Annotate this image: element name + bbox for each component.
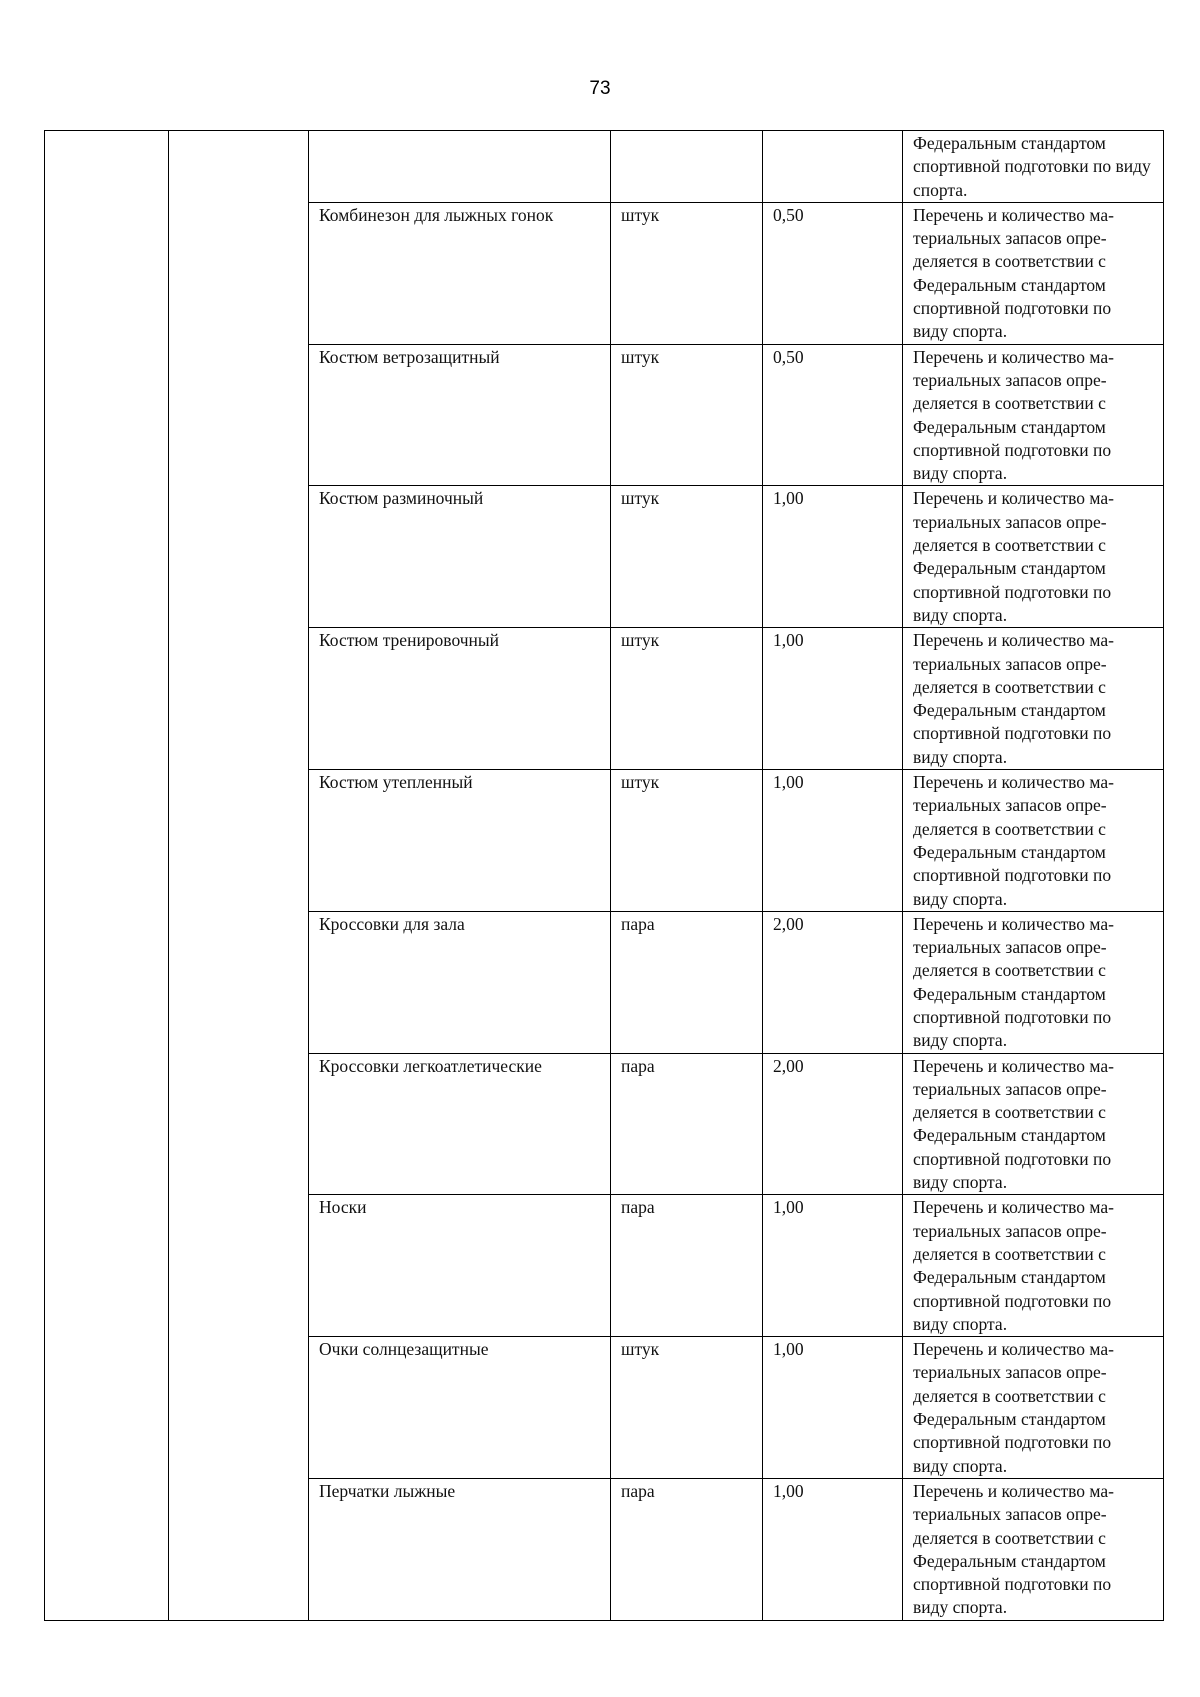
note-line: териальных запасов опре- [913,653,1107,674]
quantity-cell: 1,00 [763,1337,903,1479]
note-line: виду спорта. [913,1455,1008,1476]
note-line: спортивной подготовки по [913,439,1112,460]
item-name-cell: Костюм тренировочный [309,628,611,770]
note-line: Перечень и количество ма- [913,1480,1114,1501]
item-name-cell: Очки солнцезащитные [309,1337,611,1479]
note-line: Перечень и количество ма- [913,1339,1114,1360]
note-line: териальных запасов опре- [913,1362,1107,1383]
table-row [45,131,1164,203]
note-line: спортивной подготовки по [913,723,1112,744]
note-cell [903,1478,1164,1620]
unit-cell [611,131,763,203]
quantity-cell: 1,00 [763,1478,903,1620]
note-cell [903,202,1164,344]
quantity-cell [763,131,903,203]
note-line: Перечень и количество ма- [913,488,1114,509]
note-line: Федеральным стандартом [913,1550,1106,1571]
item-name-cell [309,131,611,203]
note-line: виду спорта. [913,746,1008,767]
unit-cell: пара [611,1478,763,1620]
note-line: териальных запасов опре- [913,369,1107,390]
note-line: деляется в соответствии с [913,393,1106,414]
note-line: териальных запасов опре- [913,937,1107,958]
note-line: Перечень и количество ма- [913,204,1114,225]
note-line: Перечень и количество ма- [913,913,1114,934]
item-name-cell: Костюм утепленный [309,770,611,912]
note-cell [903,770,1164,912]
note-line: спортивной подготовки по [913,1432,1112,1453]
note-line: Перечень и количество ма- [913,1197,1114,1218]
note-line: Федеральным стандартом [913,558,1106,579]
unit-cell: пара [611,911,763,1053]
item-name-cell: Перчатки лыжные [309,1478,611,1620]
unit-cell: штук [611,202,763,344]
note-line: Федеральным стандартом [913,1267,1106,1288]
merged-column-1 [45,131,169,1621]
note-cell [903,911,1164,1053]
quantity-cell: 1,00 [763,628,903,770]
note-line: Перечень и количество ма- [913,1055,1114,1076]
table-body [45,131,1164,1621]
item-name-cell: Носки [309,1195,611,1337]
quantity-cell: 0,50 [763,202,903,344]
note-line: териальных запасов опре- [913,1078,1107,1099]
page-number: 73 [589,78,611,99]
merged-column-2 [169,131,309,1621]
note-line: виду спорта. [913,1313,1008,1334]
note-line: деляется в соответствии с [913,251,1106,272]
item-name-cell: Костюм ветрозащитный [309,344,611,486]
note-line: виду спорта. [913,888,1008,909]
note-line: виду спорта. [913,1172,1008,1193]
note-line: Федеральным стандартом [913,700,1106,721]
note-line: Федеральным стандартом [913,1409,1106,1430]
note-line: Федеральным стандартом [913,1125,1106,1146]
unit-cell: пара [611,1195,763,1337]
item-name-cell: Кроссовки легкоатлетические [309,1053,611,1195]
quantity-cell: 1,00 [763,770,903,912]
note-line: виду спорта. [913,1597,1008,1618]
note-line: Перечень и количество ма- [913,630,1114,651]
note-line: деляется в соответствии с [913,1385,1106,1406]
note-line: виду спорта. [913,604,1008,625]
quantity-cell: 1,00 [763,486,903,628]
note-line: Федеральным стандартом [913,841,1106,862]
note-cell [903,1195,1164,1337]
note-line: спортивной подготовки по [913,1574,1112,1595]
unit-cell: штук [611,628,763,770]
note-line: спортивной подготовки по [913,1006,1112,1027]
note-cell [903,1053,1164,1195]
note-line: Федеральным стандартом [913,274,1106,295]
quantity-cell: 2,00 [763,911,903,1053]
note-cell [903,1337,1164,1479]
note-line: Перечень и количество ма- [913,772,1114,793]
unit-cell: штук [611,770,763,912]
unit-cell: штук [611,486,763,628]
note-line: териальных запасов опре- [913,795,1107,816]
note-line: спортивной подготовки по [913,581,1112,602]
note-line: виду спорта. [913,463,1008,484]
note-line: спортивной подготовки по [913,1148,1112,1169]
unit-cell: пара [611,1053,763,1195]
quantity-cell: 0,50 [763,344,903,486]
note-cell: Федеральным стандартом спортивной подготовки по виду спорта. [903,131,1164,203]
unit-cell: штук [611,1337,763,1479]
note-line: териальных запасов опре- [913,228,1107,249]
item-name-cell: Кроссовки для зала [309,911,611,1053]
note-line: деляется в соответствии с [913,818,1106,839]
quantity-cell: 2,00 [763,1053,903,1195]
note-line: деляется в соответствии с [913,676,1106,697]
unit-cell: штук [611,344,763,486]
note-line: деляется в соответствии с [913,535,1106,556]
item-name-cell: Костюм разминочный [309,486,611,628]
note-line: Федеральным стандартом [913,983,1106,1004]
note-line: деляется в соответствии с [913,1527,1106,1548]
note-line: виду спорта. [913,321,1008,342]
note-cell [903,344,1164,486]
note-line: спортивной подготовки по [913,865,1112,886]
note-line: спортивной подготовки по [913,298,1112,319]
equipment-table [44,130,1164,1621]
note-cell [903,486,1164,628]
note-line: териальных запасов опре- [913,511,1107,532]
note-line: териальных запасов опре- [913,1504,1107,1525]
quantity-cell: 1,00 [763,1195,903,1337]
note-line: Перечень и количество ма- [913,346,1114,367]
note-line: деляется в соответствии с [913,1102,1106,1123]
note-line: виду спорта. [913,1030,1008,1051]
note-line: териальных запасов опре- [913,1220,1107,1241]
note-line: деляется в соответствии с [913,960,1106,981]
note-cell [903,628,1164,770]
item-name-cell: Комбинезон для лыжных гонок [309,202,611,344]
note-line: спортивной подготовки по [913,1290,1112,1311]
note-line: деляется в соответствии с [913,1243,1106,1264]
note-line: Федеральным стандартом [913,416,1106,437]
